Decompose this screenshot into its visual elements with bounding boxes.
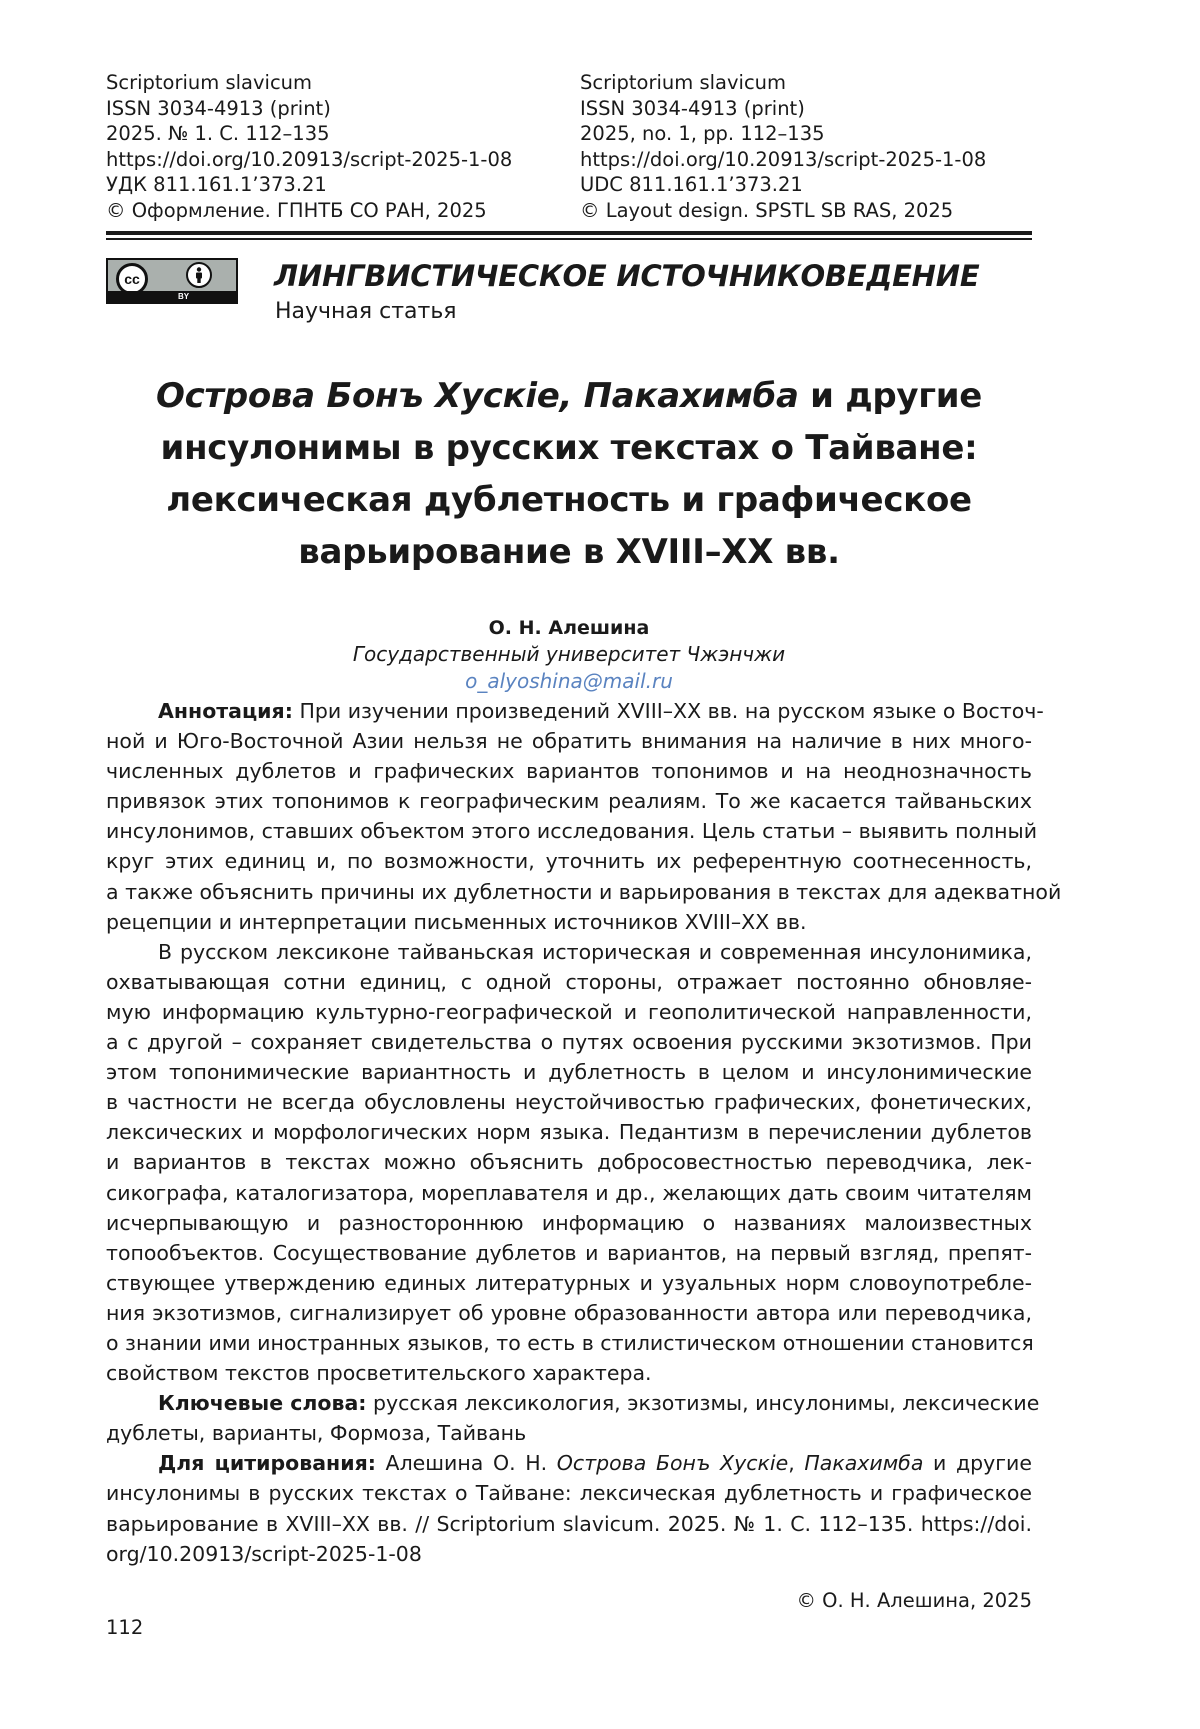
abstract-line: Аннотация: При изучении произведений XVIII–XX вв. на русском языке о Восточ-: [158, 699, 1044, 723]
abstract-p2-line: ния экзотизмов, сигнализирует об уровне образованности автора или переводчика,: [106, 1300, 1032, 1325]
keywords-line: дублеты, варианты, Формоза, Тайвань: [106, 1421, 527, 1446]
abstract-line: рецепции и интерпретации письменных источников XVIII–XX вв.: [106, 909, 807, 934]
layout-copyright-en: © Layout design. SPSTL SB RAS, 2025: [580, 198, 954, 222]
doi-ru[interactable]: https://doi.org/10.20913/script-2025-1-08: [106, 147, 513, 171]
keywords-label: Ключевые слова:: [158, 1391, 367, 1416]
abstract-p2-line: лексических и морфологических норм языка. Педантизм в перечислении дублетов: [106, 1120, 1032, 1145]
abstract-p2-line: топообъектов. Сосуществование дублетов и вариантов, на первый взгляд, препят-: [106, 1240, 1032, 1265]
title-line-1-rest: и другие: [798, 376, 983, 416]
header-left: [106, 70, 546, 223]
header-rule-thin: [106, 238, 1032, 240]
author-name: О. Н. Алешина: [488, 617, 650, 639]
title-line-1: [106, 370, 1032, 422]
issn-ru: ISSN 3034-4913 (print): [106, 96, 331, 120]
author-affiliation: Государственный университет Чжэнчжи: [352, 642, 786, 666]
article-copyright: © О. Н. Алешина, 2025: [796, 1589, 1032, 1612]
header-right: [580, 70, 1020, 223]
page-number: 112: [106, 1616, 144, 1639]
cc-badge-band: [108, 291, 236, 302]
title-line-4: варьирование в XVIII–XX вв.: [298, 532, 840, 572]
layout-copyright-ru: © Оформление. ГПНТБ СО РАН, 2025: [106, 198, 487, 222]
keywords-line: Ключевые слова: русская лексикология, экзотизмы, инсулонимы, лексические: [158, 1391, 1040, 1416]
citation-line: org/10.20913/script-2025-1-08: [106, 1541, 422, 1566]
issn-en: ISSN 3034-4913 (print): [580, 96, 805, 120]
abstract-line: ной и Юго-Восточной Азии нельзя не обратить внимания на наличие в них много-: [106, 729, 1032, 754]
abstract-p2-line: мую информацию культурно-географической и геополитической направленности,: [106, 999, 1032, 1024]
abstract-p2-line: сикографа, каталогизатора, мореплавателя и др., желающих дать своим читателям: [106, 1180, 1032, 1205]
title-italic-part: Острова Бонъ Хускіе, Пакахимба: [155, 376, 799, 416]
author-email-link[interactable]: o_alyoshina@mail.ru: [465, 669, 673, 693]
abstract-line: инсулонимов, ставших объектом этого исследования. Цель статьи – выявить полный: [106, 819, 1038, 844]
cc-logo-icon: cc: [116, 263, 148, 295]
abstract-p2-line: В русском лексиконе тайваньская историческая и современная инсулонимика,: [158, 939, 1032, 964]
abstract-p2-line: ствующее утверждению единых литературных и узуальных норм словоупотребле-: [106, 1270, 1032, 1295]
abstract-p2-line: в частности не всегда обусловлены неустойчивостью графических, фонетических,: [106, 1090, 1032, 1115]
citation-line: инсулонимы в русских текстах о Тайване: лексическая дублетность и графическое: [106, 1481, 1032, 1506]
abstract-block: [106, 696, 1062, 1569]
udc-en: UDC 811.161.1’373.21: [580, 173, 803, 196]
title-line-2: инсулонимы в русских текстах о Тайване:: [160, 428, 978, 468]
abstract-p2-line: охватывающая сотни единиц, с одной стороны, отражает постоянно обновляе-: [106, 969, 1032, 994]
section-title: ЛИНГВИСТИЧЕСКОЕ ИСТОЧНИКОВЕДЕНИЕ: [274, 259, 980, 293]
article-title: [106, 370, 1032, 578]
header-rule-thick: [106, 231, 1032, 235]
journal-name-en: Scriptorium slavicum: [580, 71, 787, 94]
abstract-p2-line: свойством текстов просветительского характера.: [106, 1361, 652, 1386]
abstract-p2-line: исчерпывающую и разностороннюю информацию о названиях малоизвестных: [106, 1210, 1032, 1235]
title-line-3: лексическая дублетность и графическое: [166, 480, 972, 520]
citation-line: Для цитирования: Алешина О. Н. Острова Бонъ Хускіе, Пакахимба и другие: [158, 1451, 1032, 1476]
journal-name-ru: Scriptorium slavicum: [106, 71, 313, 94]
citation-label: Для цитирования:: [158, 1451, 376, 1476]
abstract-line: численных дублетов и графических вариантов топонимов и на неоднозначность: [106, 759, 1032, 784]
abstract-label: Аннотация:: [158, 699, 293, 723]
abstract-p2-line: а с другой – сохраняет свидетельства о путях освоения русскими экзотизмов. При: [106, 1030, 1032, 1055]
doi-en[interactable]: https://doi.org/10.20913/script-2025-1-08: [580, 147, 987, 171]
cc-by-label: BY: [178, 292, 190, 301]
abstract-line: круг этих единиц и, по возможности, уточнить их референтную соотнесенность,: [106, 849, 1032, 874]
udc-ru: УДК 811.161.1’373.21: [106, 173, 327, 196]
citation-line: варьирование в XVIII–XX вв. // Scriptorium slavicum. 2025. № 1. С. 112–135. https://doi.: [106, 1511, 1032, 1536]
abstract-p2-line: этом топонимические вариантность и дублетность в целом и инсулонимические: [106, 1060, 1032, 1085]
abstract-line: привязок этих топонимов к географическим реалиям. То же касается тайваньских: [106, 789, 1032, 814]
issue-en: 2025, no. 1, pp. 112–135: [580, 122, 825, 145]
cc-by-icon[interactable]: [106, 258, 238, 304]
abstract-line: а также объяснить причины их дублетности и варьирования в текстах для адекватной: [106, 879, 1062, 904]
attribution-person-icon: [186, 262, 212, 288]
article-type: Научная статья: [275, 299, 457, 324]
issue-ru: 2025. № 1. С. 112–135: [106, 122, 330, 145]
abstract-p2-line: и вариантов в текстах можно объяснить добросовестностью переводчика, лек-: [106, 1150, 1032, 1175]
abstract-p2-line: о знании ими иностранных языков, то есть в стилистическом отношении становится: [106, 1330, 1034, 1355]
